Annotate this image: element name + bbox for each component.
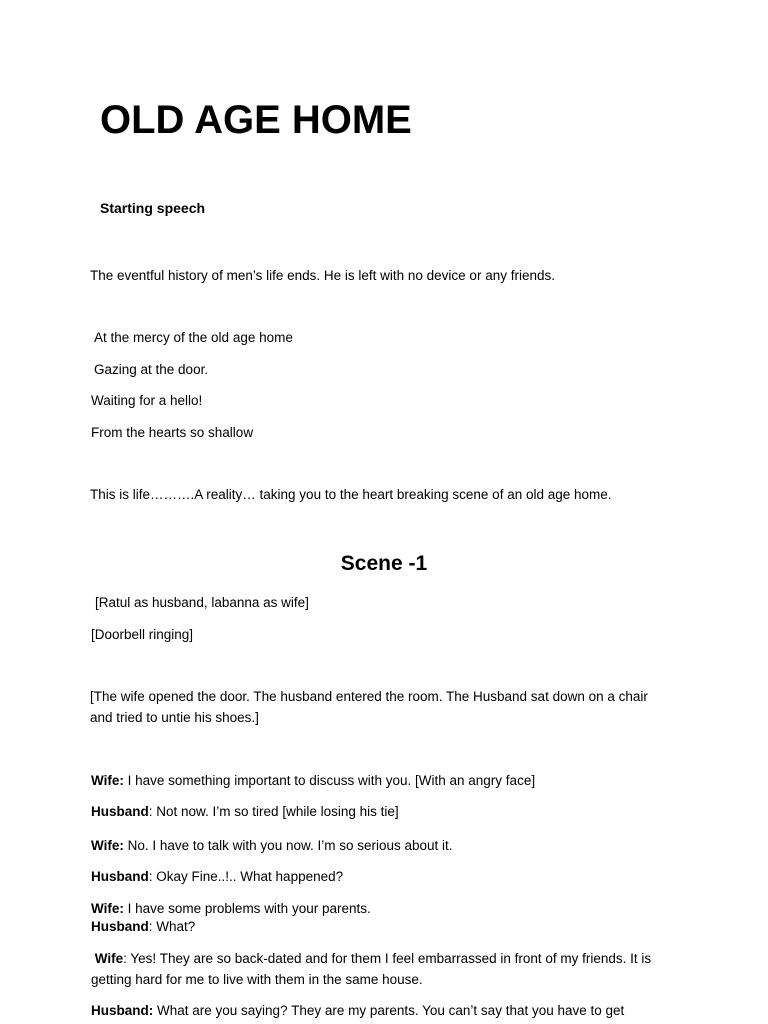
dialogue-text: What are you saying? They are my parents. You can’t say that you have to get (153, 1003, 625, 1018)
poem-line: At the mercy of the old age home (94, 330, 293, 345)
dialogue-line (91, 803, 399, 821)
speaker-label: Husband (91, 869, 149, 884)
poem-line: From the hearts so shallow (91, 425, 254, 440)
poem-line: Gazing at the door. (94, 362, 209, 377)
page-title: OLD AGE HOME (100, 98, 412, 142)
speaker-label: Husband (91, 804, 149, 819)
speaker-label: Husband (91, 919, 149, 934)
dialogue-text: I have something important to discuss with you. [With an angry face] (123, 773, 536, 788)
dialogue-text: : Yes! They are so back-dated and for them I feel embarrassed in front of my friends. It is getting hard for me to live with them in the same house. (91, 951, 652, 987)
intro-paragraph: The eventful history of men’s life ends. He is left with no device or any friends. (90, 268, 555, 283)
scene-heading: Scene -1 (340, 552, 428, 575)
speaker-label: Wife (94, 951, 124, 966)
speaker-label: Husband: (91, 1003, 154, 1018)
dialogue-line (91, 837, 453, 855)
speaker-label: Wife: (91, 901, 124, 916)
dialogue-text: No. I have to talk with you now. I’m so serious about it. (123, 838, 453, 853)
speaker-label: Wife: (91, 773, 124, 788)
dialogue-text: : Not now. I’m so tired [while losing his tie] (148, 804, 399, 819)
dialogue-text: I have some problems with your parents. (123, 901, 371, 916)
stage-direction: [The wife opened the door. The husband entered the room. The Husband sat down on a chair and tried to untie his shoes.] (90, 689, 648, 725)
dialogue-text: : What? (148, 919, 196, 934)
sound-note: [Doorbell ringing] (91, 627, 194, 642)
dialogue-text: : Okay Fine..!.. What happened? (148, 869, 344, 884)
section-subheading: Starting speech (100, 200, 206, 216)
dialogue-line (91, 948, 671, 990)
dialogue-line (91, 772, 535, 790)
dialogue-line (91, 900, 371, 918)
reality-paragraph: This is life……….A reality… taking you to the heart breaking scene of an old age home. (90, 487, 612, 502)
dialogue-line (91, 868, 343, 886)
dialogue-line (91, 918, 195, 936)
poem-line: Waiting for a hello! (91, 393, 203, 408)
dialogue-line (91, 1002, 624, 1020)
speaker-label: Wife: (91, 838, 124, 853)
cast-note: [Ratul as husband, labanna as wife] (95, 595, 309, 610)
